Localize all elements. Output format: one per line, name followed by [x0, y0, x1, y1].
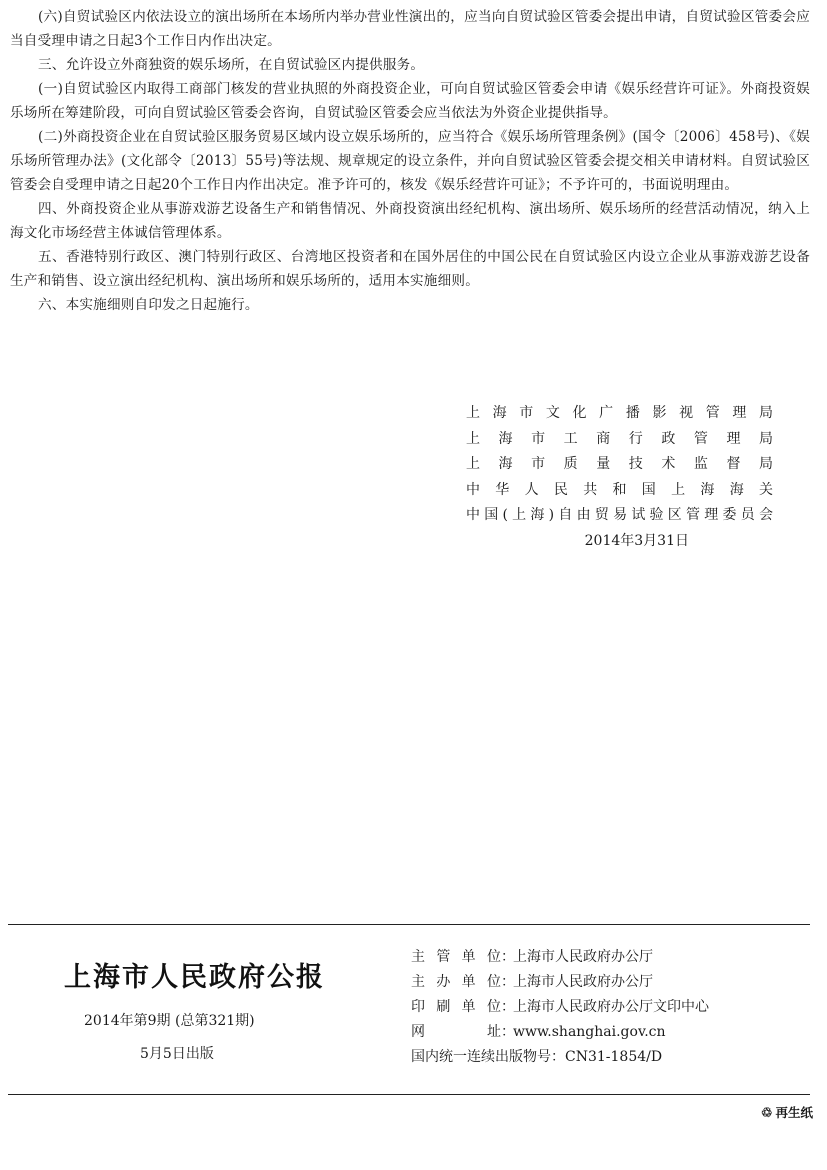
paragraph: (一)自贸试验区内取得工商部门核发的营业执照的外商投资企业，可向自贸试验区管委会申请《娱乐经营许可证》。外商投资娱乐场所在筹建阶段，可向自贸试验区管委会咨询，自贸试验区管委会应当依法为外资企业提供指导。: [10, 81, 810, 121]
info-label: 主办单位: [411, 974, 501, 990]
paragraph: 四、外商投资企业从事游戏游艺设备生产和销售情况、外商投资演出经纪机构、演出场所、娱乐场所的经营活动情况，纳入上海文化市场经营主体诚信管理体系。: [10, 201, 810, 241]
paragraph: (六)自贸试验区内依法设立的演出场所在本场所内举办营业性演出的，应当向自贸试验区管委会提出申请，自贸试验区管委会应当自受理申请之日起3个工作日内作出决定。: [10, 9, 810, 49]
info-value: 上海市人民政府办公厅: [513, 949, 653, 965]
info-row-supervisor: 主管单位：上海市人民政府办公厅: [411, 945, 811, 970]
document-body: [10, 5, 810, 317]
info-row-serial-number: 国内统一连续出版物号：CN31-1854/D: [411, 1049, 663, 1065]
gazette-title: 上海市人民政府公报: [64, 962, 325, 993]
info-value: CN31-1854/D: [565, 1049, 663, 1065]
info-row-printer: 印刷单位：上海市人民政府办公厅文印中心: [411, 995, 811, 1020]
paragraph: 三、允许设立外商独资的娱乐场所，在自贸试验区内提供服务。: [38, 57, 425, 73]
issuer-name: 上海市文化广播影视管理局: [466, 405, 773, 421]
issue-date: 2014年3月31日: [584, 532, 689, 549]
info-value: 上海市人民政府办公厅文印中心: [513, 999, 709, 1015]
issuer-name: 中华人民共和国上海海关: [466, 481, 773, 498]
publication-info: [411, 945, 811, 1070]
info-label: 主管单位: [411, 949, 501, 965]
recycled-label: 再生纸: [775, 1105, 813, 1120]
info-label: 网址: [411, 1024, 501, 1040]
paragraph: 六、本实施细则自印发之日起施行。: [38, 297, 259, 313]
info-row-website: 网址：www.shanghai.gov.cn: [411, 1020, 811, 1045]
recycled-paper-mark: [761, 1103, 813, 1121]
info-label: 印刷单位: [411, 999, 501, 1015]
paragraph: 五、香港特别行政区、澳门特别行政区、台湾地区投资者和在国外居住的中国公民在自贸试验区内设立企业从事游戏游艺设备生产和销售、设立演出经纪机构、演出场所和娱乐场所的，适用本实施细则。: [10, 249, 810, 289]
info-row-sponsor: 主办单位：上海市人民政府办公厅: [411, 970, 811, 995]
issue-number: 2014年第9期 (总第321期): [84, 1013, 255, 1029]
issuer-name: 上海市工商行政管理局: [466, 430, 773, 447]
info-value: 上海市人民政府办公厅: [513, 974, 653, 990]
footer-bottom-rule: [8, 1094, 810, 1095]
issuer-signatures: [466, 401, 773, 554]
issuer-name: 中国(上海)自由贸易试验区管理委员会: [466, 507, 773, 524]
paragraph: (二)外商投资企业在自贸试验区服务贸易区域内设立娱乐场所的，应当符合《娱乐场所管理条例》(国令〔2006〕458号)、《娱乐场所管理办法》(文化部令〔2013〕55号)等法规、规章规定的设立条件，并向自贸试验区管委会提交相关申请材料。自贸试验区管委会自受理申请之日起20个工作日内作出决定。准予许可的，核发《娱乐经营许可证》；不予许可的，书面说明理由。: [10, 129, 810, 193]
footer-top-rule: [8, 924, 810, 925]
issuer-name: 上海市质量技术监督局: [466, 456, 773, 473]
recycle-icon: ♲: [760, 1106, 773, 1121]
publication-date: 5月5日出版: [140, 1046, 214, 1062]
info-label: 国内统一连续出版物号: [411, 1049, 551, 1065]
website-url[interactable]: www.shanghai.gov.cn: [513, 1024, 666, 1040]
